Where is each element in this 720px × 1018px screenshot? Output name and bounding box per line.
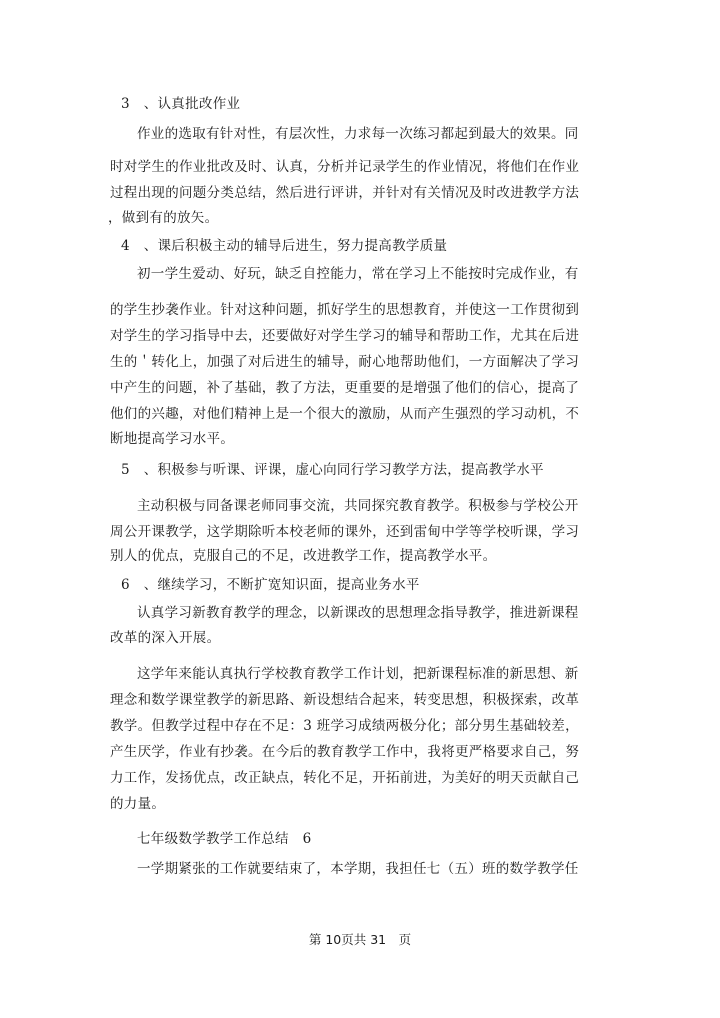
heading-6: 6 、继续学习，不断扩宽知识面，提高业务水平	[121, 577, 420, 593]
paragraph-line: 的学生抄袭作业。针对这种问题，抓好学生的思想教育，并使这一工作贯彻到	[110, 302, 580, 318]
heading-4: 4 、课后积极主动的辅导后进生，努力提高教学质量	[121, 238, 448, 254]
paragraph-line: 他们的兴趣，对他们精神上是一个很大的激励，从而产生强烈的学习动机，不	[110, 406, 580, 422]
paragraph-line: 中产生的问题，补了基础，教了方法，更重要的是增强了他们的信心，提高了	[110, 380, 580, 396]
paragraph-line: 初一学生爱动、好玩，缺乏自控能力，常在学习上不能按时完成作业，有	[137, 266, 579, 282]
heading-5: 5 、积极参与听课、评课，虚心向同行学习教学方法，提高教学水平	[121, 462, 544, 478]
paragraph-line: 对学生的学习指导中去，还要做好对学生学习的辅导和帮助工作，尤其在后进	[110, 328, 580, 344]
paragraph-line: 认真学习新教育教学的理念，以新课改的思想理念指导教学，推进新课程	[137, 605, 579, 621]
paragraph-line: 产生厌学，作业有抄袭。在今后的教育教学工作中，我将更严格要求自己，努	[110, 744, 580, 760]
paragraph-line: 过程出现的问题分类总结，然后进行评讲，并针对有关情况及时改进教学方法	[110, 185, 580, 201]
paragraph-line: 别人的优点，克服自己的不足，改进教学工作，提高教学水平。	[110, 548, 497, 564]
paragraph-line: 力工作，发扬优点，改正缺点，转化不足，开拓前进，为美好的明天贡献自己	[110, 770, 580, 786]
paragraph-line: 时对学生的作业批改及时、认真，分析并记录学生的作业情况，将他们在作业	[110, 159, 580, 175]
paragraph-line: 作业的选取有针对性，有层次性，力求每一次练习都起到最大的效果。同	[137, 126, 579, 142]
paragraph-line: ，做到有的放矢。	[108, 210, 219, 226]
page-number-footer: 第 10页共 31 页	[308, 932, 412, 947]
paragraph-line: 主动积极与同备课老师同事交流，共同探究教育教学。积极参与学校公开	[137, 498, 579, 514]
paragraph-line: 理念和数学课堂教学的新思路、新设想结合起来，转变思想，积极探索，改革	[110, 692, 580, 708]
paragraph-line: 生的＇转化上，加强了对后进生的辅导，耐心地帮助他们，一方面解决了学习	[110, 354, 580, 370]
paragraph-line: 的力量。	[110, 796, 166, 812]
paragraph-line: 一学期紧张的工作就要结束了，本学期，我担任七（五）班的数学教学任	[137, 861, 579, 877]
section-title: 七年级数学教学工作总结 6	[137, 831, 312, 847]
paragraph-line: 改革的深入开展。	[110, 630, 221, 646]
paragraph-line: 周公开课教学，这学期除听本校老师的课外，还到雷甸中学等学校听课，学习	[110, 524, 580, 540]
paragraph-line: 断地提高学习水平。	[110, 431, 235, 447]
heading-3: 3 、认真批改作业	[121, 96, 241, 112]
paragraph-line: 教学。但教学过程中存在不足：3 班学习成绩两极分化；部分男生基础较差，	[110, 718, 579, 734]
paragraph-line: 这学年来能认真执行学校教育教学工作计划，把新课程标准的新思想、新	[137, 666, 579, 682]
